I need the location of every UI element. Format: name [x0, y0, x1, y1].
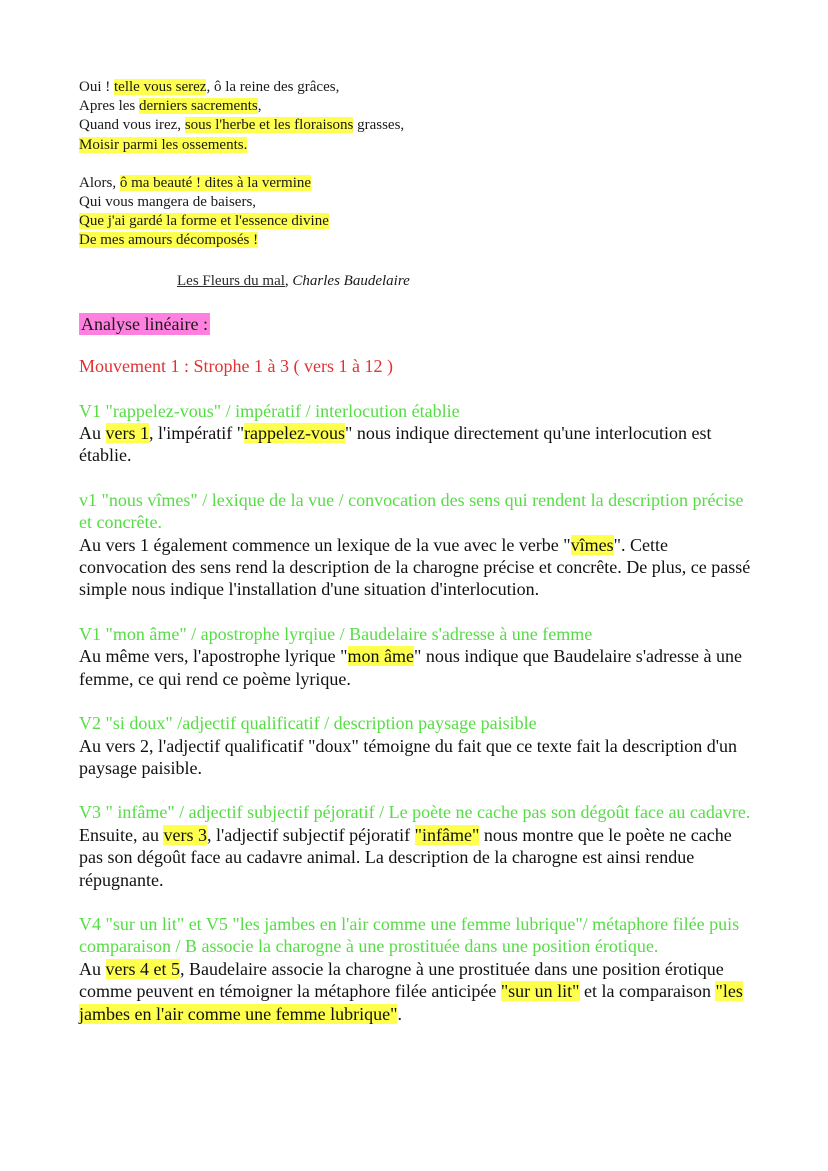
poem-line: Moisir parmi les ossements.: [79, 136, 248, 153]
book-title: Les Fleurs du mal: [177, 272, 285, 289]
analysis-text: Au vers 1, l'impératif "rappelez-vous" nous indique directement qu'une interlocution est établie.: [79, 423, 712, 466]
analysis-block: [79, 489, 759, 601]
poem-stanza: [79, 78, 759, 155]
analysis-block: [79, 801, 759, 891]
analysis-block: [79, 623, 759, 690]
poem-line: Que j'ai gardé la forme et l'essence divine: [79, 213, 329, 230]
analysis-text: Au même vers, l'apostrophe lyrique "mon âme" nous indique que Baudelaire s'adresse à une femme, ce qui rend ce poème lyrique.: [79, 646, 743, 689]
analysis-block: [79, 400, 759, 467]
analysis-heading: V2 "si doux" /adjectif qualificatif / description paysage paisible: [79, 713, 537, 734]
analysis-list: [79, 400, 759, 1025]
poem-stanza: [79, 174, 759, 251]
analysis-text: Ensuite, au vers 3, l'adjectif subjectif péjoratif "infâme" nous montre que le poète ne cache pas son dégoût face au cadavre animal. La description de la charogne est ainsi rendue répugnante.: [79, 824, 732, 890]
poem-line: Alors, ô ma beauté ! dites à la vermine: [79, 174, 312, 191]
stanza-gap: [79, 155, 759, 174]
poem-line: Qui vous mangera de baisers,: [79, 194, 257, 211]
document-page: [79, 78, 759, 1025]
poem-line: Oui ! telle vous serez, ô la reine des grâces,: [79, 79, 340, 95]
analysis-heading: v1 "nous vîmes" / lexique de la vue / convocation des sens qui rendent la description précise et concrête.: [79, 489, 744, 533]
analysis-text: Au vers 2, l'adjectif qualificatif "doux" témoigne du fait que ce texte fait la description d'un paysage paisible.: [79, 735, 737, 778]
analysis-text: Au vers 1 également commence un lexique de la vue avec le verbe "vîmes". Cette convocation des sens rend la description de la charogne précise et concrête. De plus, ce passé simple nous indique l'installation d'une situation d'interlocution.: [79, 534, 751, 600]
analysis-heading: V3 " infâme" / adjectif subjectif péjoratif / Le poète ne cache pas son dégoût face au cadavre.: [79, 802, 751, 823]
analysis-section-title: Analyse linéaire :: [81, 313, 208, 334]
movement-heading: Mouvement 1 : Strophe 1 à 3 ( vers 1 à 12 ): [79, 355, 393, 376]
author-name: Charles Baudelaire: [292, 272, 410, 289]
analysis-block: [79, 712, 759, 779]
analysis-heading: V4 "sur un lit" et V5 "les jambes en l'air comme une femme lubrique"/ métaphore filée puis comparaison / B associe la charogne à une prostituée dans une position érotique.: [79, 913, 740, 957]
poem-citation: Les Fleurs du mal, Charles Baudelaire: [177, 272, 410, 289]
analysis-text: Au vers 4 et 5, Baudelaire associe la charogne à une prostituée dans une position érotique comme peuvent en témoigner la métaphore filée anticipée "sur un lit" et la comparaison "les jambes en l'air comme une femme lubrique".: [79, 958, 743, 1024]
analysis-block: [79, 913, 759, 1025]
poem-line: Quand vous irez, sous l'herbe et les floraisons grasses,: [79, 117, 405, 134]
analysis-heading: V1 "mon âme" / apostrophe lyrqiue / Baudelaire s'adresse à une femme: [79, 623, 593, 644]
poem-line: Apres les derniers sacrements,: [79, 98, 262, 115]
poem-line: De mes amours décomposés !: [79, 232, 259, 249]
poem-excerpt: [79, 78, 759, 251]
analysis-heading: V1 "rappelez-vous" / impératif / interlocution établie: [79, 400, 460, 421]
